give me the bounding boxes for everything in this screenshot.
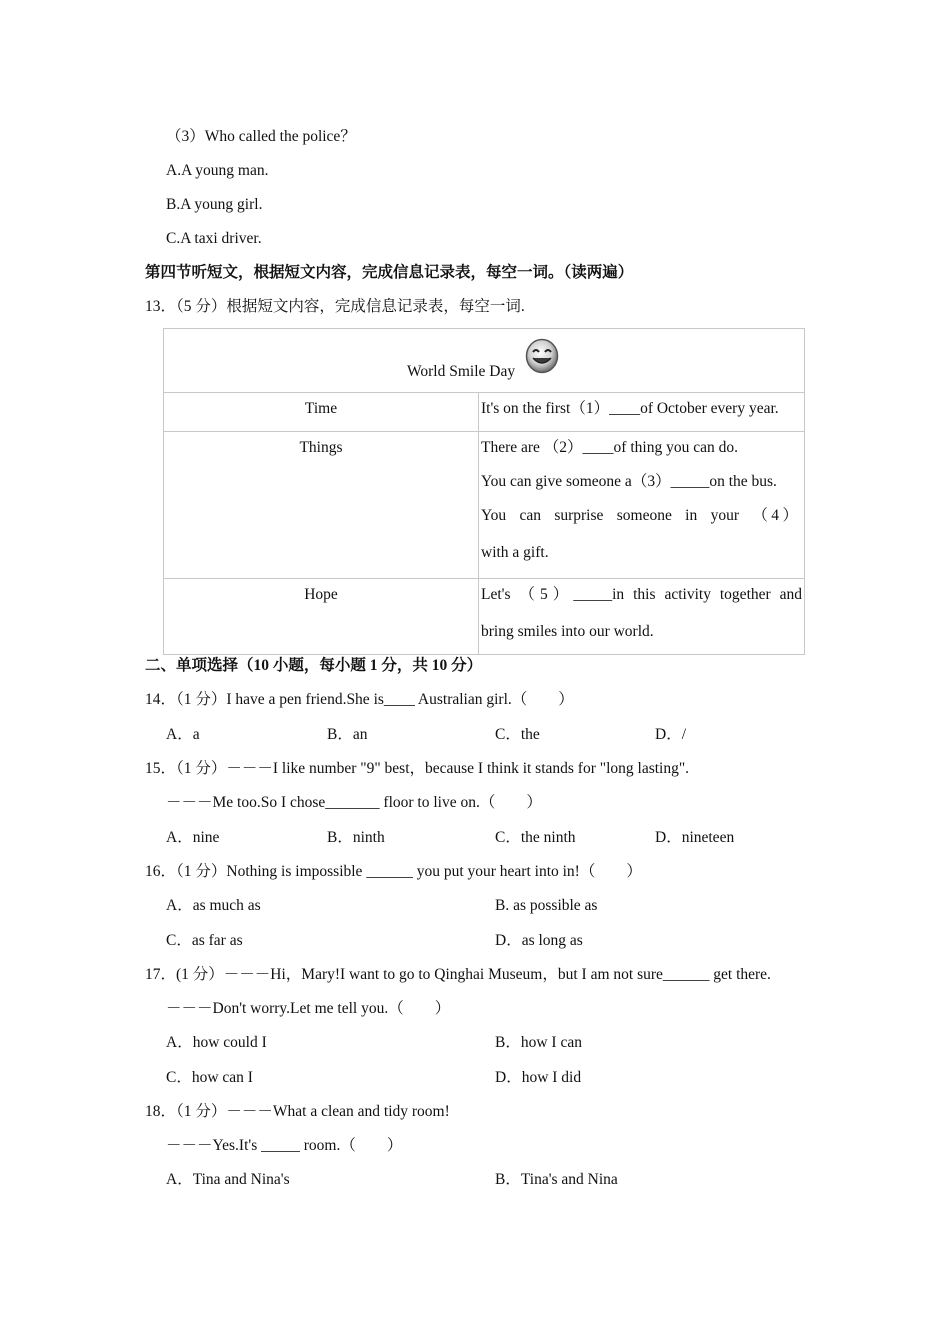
option-d: D．how I did <box>495 1069 582 1086</box>
question-18-stem-2: －－－Yes.It's _____ room.（ ） <box>166 1137 403 1154</box>
question-13-stem: 13．（5 分）根据短文内容，完成信息记录表，每空一词. <box>145 298 525 315</box>
row-time-content-cell <box>479 393 805 432</box>
row-hope-content-cell <box>479 579 805 655</box>
question-15-stem: 15．（1 分）－－－I like number "9" best，because I think it stands for "long lasting". <box>145 760 690 777</box>
question-17-stem-2: －－－Don't worry.Let me tell you.（ ） <box>166 1000 451 1017</box>
row-things-content-cell <box>479 432 805 579</box>
option-b: B．how I can <box>495 1034 582 1051</box>
part-2-heading: 二、单项选择（10 小题，每小题 1 分，共 10 分） <box>145 657 483 674</box>
option-c: C.A taxi driver. <box>166 230 262 247</box>
question-12-3-stem: （3）Who called the police？ <box>166 128 356 145</box>
question-15-stem-2: －－－Me too.So I chose_______ floor to live on.（ ） <box>166 794 542 811</box>
row-text: You can give someone a（3）_____on the bus. <box>481 473 777 490</box>
row-things-label-cell <box>164 432 479 579</box>
question-16-stem: 16．（1 分）Nothing is impossible ______ you put your heart into in!（ ） <box>145 863 642 880</box>
question-18-stem: 18．（1 分）－－－What a clean and tidy room! <box>145 1103 450 1120</box>
question-17-stem: 17．(1 分）－－－Hi，Mary!I want to go to Qinghai Museum，but I am not sure______ get there. <box>145 966 771 983</box>
option-a: A．nine <box>166 829 220 846</box>
table-title-cell <box>164 329 805 393</box>
option-b: B.A young girl. <box>166 196 263 213</box>
option-c: C．how can I <box>166 1069 253 1086</box>
option-c: C．the <box>495 726 540 743</box>
option-b: B．an <box>327 726 368 743</box>
smiley-face-icon <box>525 338 559 374</box>
row-text: bring smiles into our world. <box>481 623 654 640</box>
option-a: A．how could I <box>166 1034 267 1051</box>
row-text: It's on the first（1）____of October every year. <box>481 400 779 417</box>
row-text: with a gift. <box>481 544 549 561</box>
option-a: A．as much as <box>166 897 261 914</box>
option-d: D．nineteen <box>655 829 735 846</box>
row-text: There are （2）____of thing you can do. <box>481 439 738 456</box>
option-d: D．as long as <box>495 932 583 949</box>
option-d: D．/ <box>655 726 687 743</box>
row-text: Let's （5）_____in this activity together and <box>481 586 802 603</box>
row-label: Hope <box>304 586 338 603</box>
option-b: B．ninth <box>327 829 385 846</box>
row-text: You can surprise someone in your （4） <box>481 507 798 524</box>
row-label: Time <box>304 400 338 417</box>
option-b: B. as possible as <box>495 897 598 914</box>
option-b: B．Tina's and Nina <box>495 1171 618 1188</box>
option-a: A．Tina and Nina's <box>166 1171 290 1188</box>
info-record-table <box>163 328 805 655</box>
option-a: A.A young man. <box>166 162 269 179</box>
option-c: C．as far as <box>166 932 243 949</box>
row-time-label-cell <box>164 393 479 432</box>
table-title: World Smile Day <box>407 363 516 380</box>
option-c: C．the ninth <box>495 829 576 846</box>
section-4-heading: 第四节听短文，根据短文内容，完成信息记录表，每空一词。（读两遍） <box>145 264 634 281</box>
row-hope-label-cell <box>164 579 479 655</box>
row-label: Things <box>299 439 343 456</box>
question-14-stem: 14．（1 分）I have a pen friend.She is____ Australian girl.（ ） <box>145 691 574 708</box>
option-a: A．a <box>166 726 200 743</box>
